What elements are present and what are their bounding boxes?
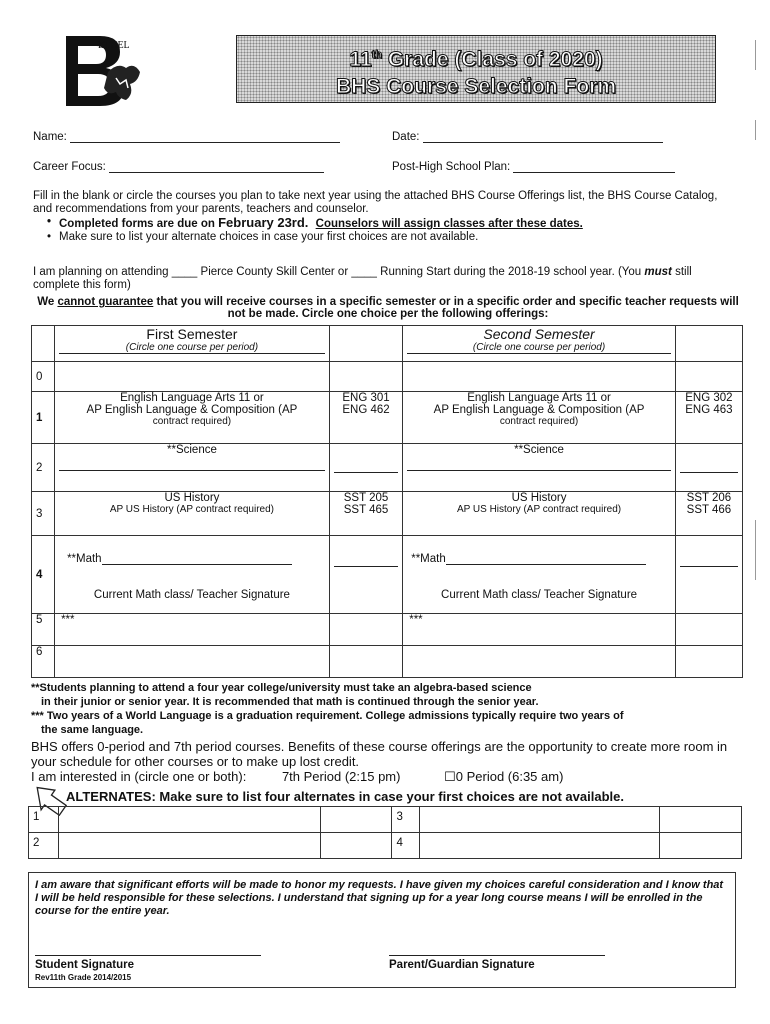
table-row: 5 *** *** <box>32 614 743 646</box>
scan-mark <box>755 520 756 580</box>
seventh-period-option[interactable]: 7th Period (2:15 pm) <box>281 769 401 784</box>
agreement-box: I am aware that significant efforts will be made to honor my requests. I have given my choices careful consideration and I know that I will be held responsible for these selections. I understand that signing up for a year long course means I will be enrolled in the course for the entire year. Student Signature Parent/Guardian Signature Rev11th Grade 2014/2015 <box>28 872 736 988</box>
table-row: 0 <box>32 362 743 392</box>
table-row: 3 US History AP US History (AP contract required) SST 205 SST 465 US History AP US History (AP contract required) SST 206 SST 466 <box>32 492 743 536</box>
table-row: 6 <box>32 646 743 678</box>
alternates-table <box>28 806 742 859</box>
student-signature-label: Student Signature <box>35 959 135 971</box>
table-header: First Semester (Circle one course per period) Second Semester (Circle one course per period) <box>32 326 743 362</box>
student-signature-line[interactable] <box>35 955 261 956</box>
logo-text: ETHEL <box>98 40 130 51</box>
planning-statement: I am planning on attending ____ Pierce County Skill Center or ____ Running Start during the 2018-19 school year. (You must still complete this form) <box>33 266 692 291</box>
name-field[interactable]: Name: <box>33 130 340 143</box>
footnotes: **Students planning to attend a four year college/university must take an algebra-based science in their junior or senior year. It is recommended that math is continued through the senior year. *** Two years of a World Language is a graduation requirement. College admissions typically require two years of the same language. <box>31 682 624 736</box>
post-high-plan-field[interactable]: Post-High School Plan: <box>392 160 675 173</box>
revision-footer: Rev11th Grade 2014/2015 <box>35 973 132 982</box>
period-offerings: BHS offers 0-period and 7th period courses. Benefits of these course offerings are the opportunity to create more room in your schedule for other courses or to make up lost credit. I am interested in (circle one or both): 7th Period (2:15 pm) ☐0 Period (6:35 am) <box>31 739 728 784</box>
table-row: 2 **Science **Science <box>32 444 743 492</box>
career-focus-field[interactable]: Career Focus: <box>33 160 324 173</box>
alternate-bullet: • Make sure to list your alternate choices in case your first choices are not available. <box>33 231 723 244</box>
course-table <box>31 325 743 678</box>
school-logo <box>60 32 155 110</box>
table-row: 1 English Language Arts 11 or AP English Language & Composition (AP contract required) ENG 301 ENG 462 English Language Arts 11 or AP English Language & Composition (AP contract required) ENG 302 ENG 463 <box>32 392 743 444</box>
table-row: 4 **Math Current Math class/ Teacher Signature **Math Current Math class/ Teacher Signature <box>32 536 743 614</box>
alternate-row: 1 3 <box>29 807 742 833</box>
alternates-title: ALTERNATES: Make sure to list four alternates in case your first choices are not available. <box>66 789 624 804</box>
scan-mark <box>755 120 756 140</box>
scan-mark <box>755 40 756 70</box>
parent-signature-line[interactable] <box>389 955 605 956</box>
form-title: 11th Grade (Class of 2020) BHS Course Selection Form <box>236 35 716 103</box>
parent-signature-label: Parent/Guardian Signature <box>389 959 535 971</box>
guarantee-statement: We cannot guarantee that you will receive courses in a specific semester or in a specific order and specific teacher requests will not be made. Circle one choice per the following offerings: <box>37 296 739 320</box>
zero-period-option[interactable]: ☐0 Period (6:35 am) <box>444 769 564 784</box>
date-field[interactable]: Date: <box>392 130 663 143</box>
due-bullet: • Completed forms are due on February 23rd. Counselors will assign classes after these dates. <box>33 216 723 231</box>
alternate-row: 2 4 <box>29 833 742 859</box>
instructions: Fill in the blank or circle the courses you plan to take next year using the attached BHS Course Offerings list, the BHS Course Catalog, and recommendations from your parents, teachers and counselor. • Completed forms are due on February 23rd. Counselors will assign classes after these dates. • Make sure to list your alternate choices in case your first choices are not available. <box>33 190 723 244</box>
